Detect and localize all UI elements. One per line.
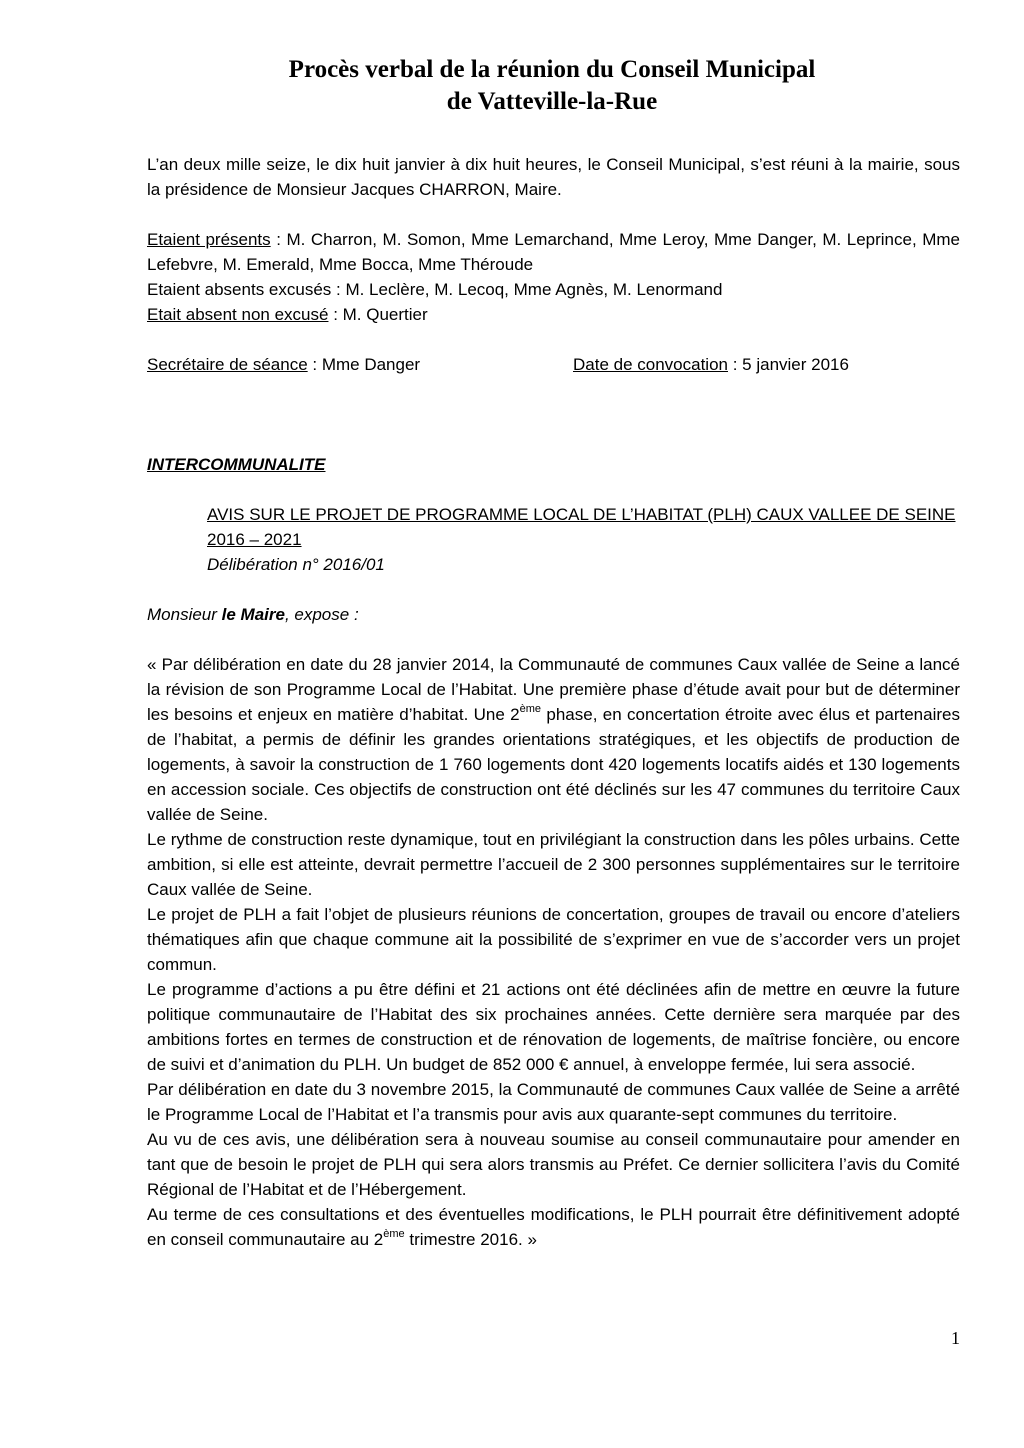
document-body — [147, 152, 960, 1252]
body-paragraph-3: Le projet de PLH a fait l’objet de plusieurs réunions de concertation, groupes de travail ou encore d’ateliers thématiques afin que chaque commune ait la possibilité de s’exprimer en vue de s’accorder vers un projet commun. — [147, 905, 960, 974]
document-title — [0, 54, 1024, 118]
secretary-label: Secrétaire de séance — [147, 355, 308, 374]
speaker-name: le Maire — [221, 605, 285, 624]
convocation-date — [573, 352, 849, 377]
unexcused-value: : M. Quertier — [328, 305, 428, 324]
secretary — [147, 352, 420, 377]
body-paragraph-4: Le programme d’actions a pu être défini et 21 actions ont été déclinées afin de mettre en œuvre la future politique communautaire de l’Habitat des six prochaines années. Cette dernière sera marquée par des ambitions fortes en termes de construction et de rénovation de logements, de maîtrise foncière, ou encore de suivi et d’animation du PLH. Un budget de 852 000 € annuel, à enveloppe fermée, lui sera associé. — [147, 980, 960, 1074]
agenda-item — [147, 502, 960, 577]
body-paragraph-2: Le rythme de construction reste dynamique, tout en privilégiant la construction dans les pôles urbains. Cette ambition, si elle est atteinte, devrait permettre l’accueil de 2 300 personnes supplémentaires sur le territoire Caux vallée de Seine. — [147, 830, 960, 899]
agenda-item-title-2: 2016 – 2021 — [207, 530, 302, 549]
unexcused-label: Etait absent non excusé — [147, 305, 329, 324]
title-line-1: Procès verbal de la réunion du Conseil Municipal — [288, 56, 816, 83]
convocation-value: : 5 janvier 2016 — [728, 355, 849, 374]
body-paragraph-7: Au terme de ces consultations et des éventuelles modifications, le PLH pourrait être définitivement adopté en conseil communautaire au 2ème trimestre 2016. » — [147, 1205, 960, 1249]
meeting-meta — [147, 352, 960, 377]
page-number: 1 — [951, 1328, 960, 1348]
secretary-value: : Mme Danger — [307, 355, 421, 374]
title-line-2: de Vatteville-la-Rue — [446, 88, 658, 115]
present-members — [147, 227, 960, 277]
body-paragraph-5: Par délibération en date du 3 novembre 2015, la Communauté de communes Caux vallée de Seine a arrêté le Programme Local de l’Habitat et l’a transmis pour avis aux quarante-sept communes du territoire. — [147, 1080, 960, 1124]
agenda-item-title-1: AVIS SUR LE PROJET DE PROGRAMME LOCAL DE L’HABITAT (PLH) CAUX VALLEE DE SEINE — [207, 505, 956, 524]
unexcused-members — [147, 302, 960, 327]
intro-paragraph: L’an deux mille seize, le dix huit janvier à dix huit heures, le Conseil Municipal, s’est réuni à la mairie, sous la présidence de Monsieur Jacques CHARRON, Maire. — [147, 155, 960, 199]
present-value: : M. Charron, M. Somon, Mme Lemarchand, Mme Leroy, Mme Danger, M. Leprince, Mme Lefebvre, M. Emerald, Mme Bocca, Mme Théroude — [147, 230, 960, 274]
convocation-label: Date de convocation — [573, 355, 728, 374]
present-label: Etaient présents — [147, 230, 271, 249]
body-paragraph-1: « Par délibération en date du 28 janvier 2014, la Communauté de communes Caux vallée de Seine a lancé la révision de son Programme Local de l’Habitat. Une première phase d’étude avait pour but de déterminer les besoins et enjeux en matière d’habitat. Une 2ème phase, en concertation étroite avec élus et partenaires de l’habitat, a permis de définir les grandes orientations stratégiques, et les objectifs de production de logements, à savoir la construction de 1 760 logements dont 420 logements locatifs aidés et 130 logements en accession sociale. Ces objectifs de construction ont été déclinés sur les 47 communes du territoire Caux vallée de Seine. — [147, 655, 960, 824]
deliberation-number: Délibération n° 2016/01 — [207, 555, 385, 574]
body-paragraph-6: Au vu de ces avis, une délibération sera à nouveau soumise au conseil communautaire pour amender en tant que de besoin le projet de PLH qui sera alors transmis au Préfet. Ce dernier sollicitera l’avis du Comité Régional de l’Habitat et de l’Hébergement. — [147, 1130, 960, 1199]
speaker-line: Monsieur le Maire, expose : — [147, 605, 359, 624]
excused-members: Etaient absents excusés : M. Leclère, M. Lecoq, Mme Agnès, M. Lenormand — [147, 280, 723, 299]
section-heading: INTERCOMMUNALITE — [147, 455, 326, 474]
